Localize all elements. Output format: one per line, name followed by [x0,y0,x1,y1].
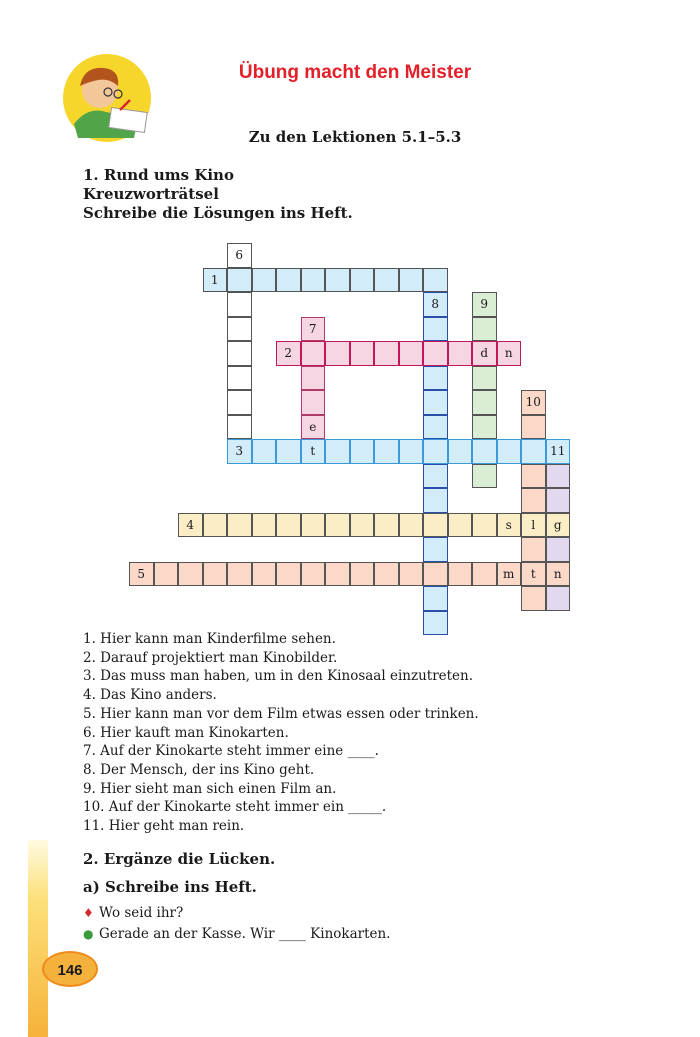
crossword-cell [472,366,497,391]
clue-list [83,630,479,836]
crossword-cell [423,268,448,293]
crossword-cell [472,317,497,342]
crossword-cell [399,562,424,587]
crossword-cell [276,562,301,587]
dialog-line [83,924,390,945]
clue-item: 6. Hier kauft man Kinokarten. [83,724,289,741]
crossword-number-6: 6 [227,243,252,268]
crossword-cell [423,341,448,366]
crossword-cell [399,439,424,464]
crossword-cell [423,366,448,391]
crossword-letter: s [497,513,522,538]
crossword-cell [448,341,473,366]
crossword-cell [227,366,252,391]
crossword-number-2: 2 [276,341,301,366]
crossword-cell [399,341,424,366]
exercise-1-instruction: Schreibe die Lösungen ins Heft. [83,204,353,222]
crossword-cell [325,562,350,587]
dialog-line [83,903,390,924]
clue-item: 1. Hier kann man Kinderfilme sehen. [83,631,336,647]
crossword-cell [374,439,399,464]
crossword-cell [227,317,252,342]
lesson-subtitle: Zu den Lektionen 5.1–5.3 [248,128,462,146]
page-title: Übung macht den Meister [238,62,472,83]
clue-item: 8. Der Mensch, der ins Kino geht. [83,761,315,778]
crossword-number-8: 8 [423,292,448,317]
exercise-1-title: 1. Rund ums Kino [83,166,234,184]
exercise-1-subtitle: Kreuzworträtsel [83,185,219,203]
crossword-cell [276,268,301,293]
exercise-1-heading [83,166,353,223]
clue-item: 2. Darauf projektiert man Kinobilder. [83,649,338,666]
crossword-letter: n [497,341,522,366]
crossword-cell [227,415,252,440]
clue-item: 9. Hier sieht man sich einen Film an. [83,780,337,797]
crossword-cell [301,268,326,293]
crossword-cell [350,341,375,366]
crossword-number-11: 11 [546,439,571,464]
crossword-cell [252,513,277,538]
crossword-cell [423,317,448,342]
crossword-cell [227,268,252,293]
crossword-cell [374,268,399,293]
crossword-cell [521,586,546,611]
crossword-letter: g [546,513,571,538]
circle-bullet-icon: ● [83,927,94,941]
diamond-bullet-icon: ♦ [83,906,94,920]
crossword-number-9: 9 [472,292,497,317]
mascot-writing-illustration [58,52,156,144]
crossword-cell [203,562,228,587]
crossword-cell [472,439,497,464]
crossword-cell [546,464,571,489]
crossword-cell [546,488,571,513]
crossword-cell [423,439,448,464]
crossword-cell [423,390,448,415]
crossword-cell [399,268,424,293]
crossword-cell [227,513,252,538]
crossword-letter: t [521,562,546,587]
crossword-cell [203,513,228,538]
crossword-cell [374,513,399,538]
crossword-number-5: 5 [129,562,154,587]
exercise-2a-instruction: a) Schreibe ins Heft. [83,878,257,896]
crossword-cell [252,268,277,293]
dialog-text: Wo seid ihr? [99,905,184,921]
crossword-cell [423,464,448,489]
clue-item: 7. Auf der Kinokarte steht immer eine ____. [83,743,379,760]
crossword-number-10: 10 [521,390,546,415]
crossword-cell [521,488,546,513]
crossword-cell [423,586,448,611]
crossword-cell [301,366,326,391]
crossword-cell [178,562,203,587]
crossword-cell [227,390,252,415]
crossword-cell [276,439,301,464]
clue-item: 3. Das muss man haben, um in den Kinosaal einzutreten. [83,668,474,685]
crossword-cell [399,513,424,538]
clue-item: 5. Hier kann man vor dem Film etwas essen oder trinken. [83,705,479,722]
crossword-cell [350,439,375,464]
crossword-cell [325,439,350,464]
crossword-letter: t [301,439,326,464]
crossword-cell [325,513,350,538]
crossword-cell [301,341,326,366]
crossword-cell [521,464,546,489]
crossword-cell [521,415,546,440]
crossword-cell [227,292,252,317]
crossword-cell [423,415,448,440]
crossword-cell [374,341,399,366]
crossword-cell [423,562,448,587]
crossword-cell [448,439,473,464]
dialog-block [83,903,390,945]
crossword-cell [521,537,546,562]
crossword-cell [276,513,301,538]
crossword-letter: d [472,341,497,366]
crossword-letter: l [521,513,546,538]
crossword-cell [350,562,375,587]
crossword-cell [301,513,326,538]
crossword-cell [301,562,326,587]
crossword-cell [227,341,252,366]
crossword-cell [497,439,522,464]
crossword-cell [325,341,350,366]
crossword-cell [350,268,375,293]
crossword-cell [374,562,399,587]
crossword-cell [423,488,448,513]
crossword-cell [448,513,473,538]
crossword-cell [350,513,375,538]
crossword-cell [154,562,179,587]
crossword-number-4: 4 [178,513,203,538]
crossword-number-3: 3 [227,439,252,464]
crossword-cell [252,439,277,464]
dialog-text: Gerade an der Kasse. Wir ____ Kinokarten. [99,926,391,942]
crossword-letter: m [497,562,522,587]
crossword-cell [521,439,546,464]
crossword-cell [472,464,497,489]
crossword-cell [546,586,571,611]
crossword-cell [423,537,448,562]
crossword-letter: e [301,415,326,440]
crossword-number-1: 1 [203,268,228,293]
crossword-cell [546,537,571,562]
crossword-cell [423,513,448,538]
crossword-cell [448,562,473,587]
crossword-cell [325,268,350,293]
crossword-letter: n [546,562,571,587]
page-margin-strip [28,840,48,1037]
clue-item: 11. Hier geht man rein. [83,818,245,835]
crossword-cell [472,390,497,415]
clue-item: 10. Auf der Kinokarte steht immer ein _____. [83,799,387,816]
crossword-cell [227,562,252,587]
exercise-2-title: 2. Ergänze die Lücken. [83,850,276,868]
crossword-cell [472,415,497,440]
crossword-number-7: 7 [301,317,326,342]
page-number: 146 [42,951,98,987]
crossword-cell [301,390,326,415]
crossword-cell [472,562,497,587]
crossword-cell [252,562,277,587]
crossword-cell [472,513,497,538]
clue-item: 4. Das Kino anders. [83,687,217,704]
